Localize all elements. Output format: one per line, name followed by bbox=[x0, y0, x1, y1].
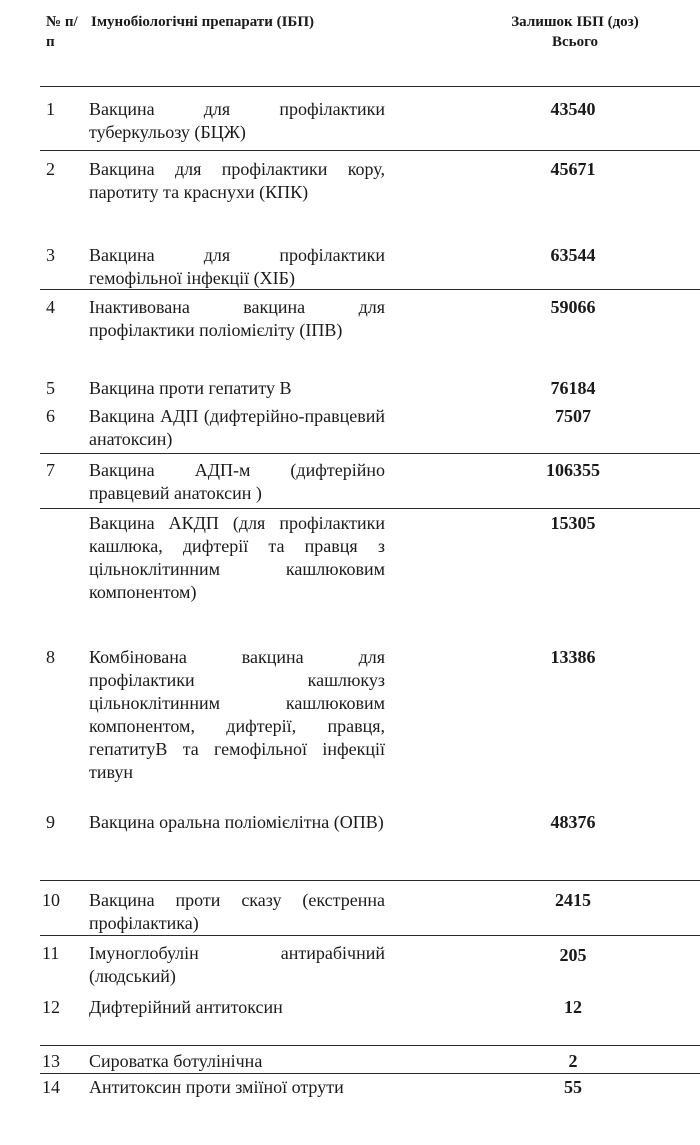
table-rule bbox=[40, 150, 700, 151]
table-rule bbox=[40, 86, 700, 87]
row-total: 2 bbox=[568, 1051, 578, 1071]
row-preparation: Вакцина для профілактики гемофільної інфекції (ХІБ) bbox=[89, 245, 385, 288]
row-preparation: Вакцина для профілактики кору, паротиту та краснухи (КПК) bbox=[89, 159, 385, 202]
row-total: 43540 bbox=[550, 99, 596, 119]
table-rule bbox=[40, 935, 700, 936]
header-col-number: № п/ п bbox=[46, 14, 78, 50]
row-number: 4 bbox=[46, 297, 55, 317]
row-number: 8 bbox=[46, 647, 55, 667]
row-number: 13 bbox=[42, 1051, 60, 1071]
row-number: 5 bbox=[46, 378, 55, 398]
row-preparation: Вакцина проти сказу (екстренна профілактика) bbox=[89, 890, 385, 933]
row-total: 205 bbox=[559, 945, 587, 965]
row-total: 55 bbox=[564, 1077, 582, 1097]
row-number: 10 bbox=[42, 890, 60, 910]
row-preparation: Вакцина АДП-м (дифтерійно правцевий анатоксин ) bbox=[89, 460, 385, 503]
row-preparation: Сироватка ботулінічна bbox=[89, 1051, 263, 1071]
header-col-total: Залишок ІБП (доз) Всього bbox=[511, 14, 639, 50]
row-preparation: Вакцина проти гепатиту В bbox=[89, 378, 292, 398]
row-total: 76184 bbox=[550, 378, 596, 398]
row-number: 11 bbox=[42, 943, 60, 963]
row-number: 1 bbox=[46, 99, 55, 119]
table-rule bbox=[40, 1073, 700, 1074]
row-preparation: Антитоксин проти зміїної отрути bbox=[89, 1077, 344, 1097]
row-preparation: Вакцина для профілактики туберкульозу (БЦЖ) bbox=[89, 99, 385, 142]
row-total: 48376 bbox=[550, 812, 596, 832]
row-number: 3 bbox=[46, 245, 55, 265]
row-total: 15305 bbox=[550, 513, 596, 533]
row-total: 13386 bbox=[550, 647, 596, 667]
table-rule bbox=[40, 880, 700, 881]
row-total: 106355 bbox=[546, 460, 600, 480]
row-preparation: Вакцина АДП (дифтерійно-правцевий анатоксин) bbox=[89, 406, 385, 449]
row-number: 7 bbox=[46, 460, 55, 480]
row-preparation: Інактивована вакцина для профілактики поліомієліту (ІПВ) bbox=[89, 297, 385, 340]
row-total: 45671 bbox=[550, 159, 596, 179]
row-preparation: Імуноглобулін антирабічний (людський) bbox=[89, 943, 385, 986]
row-total: 63544 bbox=[550, 245, 596, 265]
row-total: 12 bbox=[564, 997, 582, 1017]
row-preparation: Вакцина оральна поліомієлітна (ОПВ) bbox=[89, 812, 384, 832]
header-col-preparation: Імунобіологічні препарати (ІБП) bbox=[91, 14, 314, 30]
row-number: 14 bbox=[42, 1077, 60, 1097]
row-number: 9 bbox=[46, 812, 55, 832]
row-number: 2 bbox=[46, 159, 55, 179]
table-rule bbox=[40, 508, 700, 509]
row-number: 12 bbox=[42, 997, 60, 1017]
row-number: 6 bbox=[46, 406, 55, 426]
row-total: 7507 bbox=[555, 406, 591, 426]
row-preparation: Дифтерійний антитоксин bbox=[89, 997, 283, 1017]
row-total: 2415 bbox=[555, 890, 591, 910]
table-rule bbox=[40, 1045, 700, 1046]
table-rule bbox=[40, 453, 700, 454]
row-total: 59066 bbox=[550, 297, 596, 317]
row-preparation: Комбінована вакцина для профілактики кашлюкуз цільноклітинним кашлюковим компонентом, дифтерії, правця, гепатитуВ та гемофільної інфекції тивун bbox=[89, 647, 385, 782]
row-preparation: Вакцина АКДП (для профілактики кашлюка, дифтерії та правця з цільноклітинним кашлюковим компонентом) bbox=[89, 513, 385, 602]
